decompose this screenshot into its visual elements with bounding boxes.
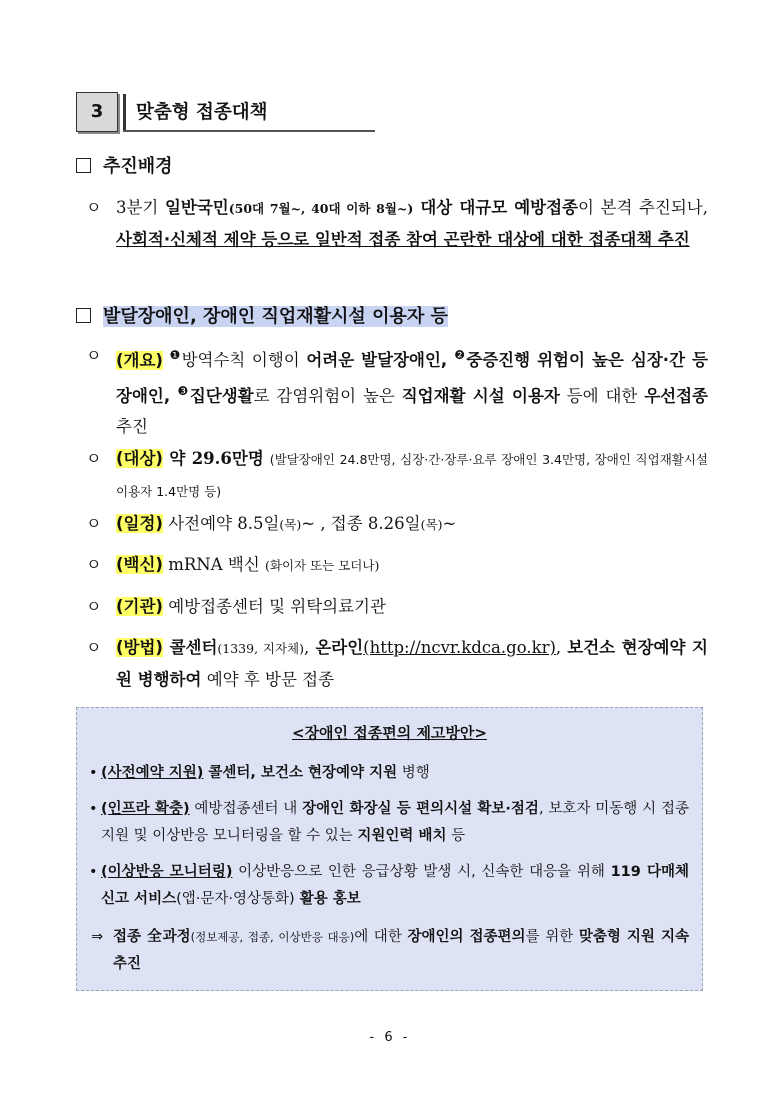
target-paragraph	[86, 443, 708, 507]
item3-text-3: (앱·문자·영상통화)	[176, 891, 295, 907]
infobox-item-infrastructure	[89, 796, 689, 850]
section-title: 맞춤형 접종대책	[136, 102, 268, 123]
number-one-icon: ❶	[169, 348, 182, 362]
overview-text-9: 추진	[116, 417, 148, 436]
item1-label: (사전예약 지원)	[101, 765, 204, 781]
accessibility-measures-box	[76, 707, 703, 991]
method-text-6: ,	[555, 638, 568, 657]
overview-text-3: 중증진행 위험이 높은 심장·간 등 장애인,	[116, 350, 708, 405]
target-detail: (발달장애인 24.8만명, 심장·간·장루·요루 장애인 3.4만명, 장애인 직업재활시설 이용자 1.4만명 등)	[116, 452, 709, 499]
schedule-paragraph	[86, 508, 708, 540]
item4-text-5: 를 위한	[525, 929, 579, 945]
target-count: 약 29.6만명	[162, 449, 264, 468]
schedule-text-1: 사전예약 8.5일	[162, 514, 280, 533]
checkbox-square-icon	[76, 158, 91, 173]
item4-text-1: 접종 全과정	[113, 929, 191, 945]
schedule-text-2: ~ , 접종 8.26일	[301, 514, 421, 533]
infobox-item-conclusion	[89, 924, 689, 978]
item1-text-1: 콜센터, 보건소 현장예약 지원	[203, 765, 398, 781]
item4-text-4: 장애인의 접종편의	[407, 929, 526, 945]
method-paragraph	[86, 632, 708, 695]
method-text-1: 콜센터	[162, 638, 218, 657]
overview-text-6: 직업재활 시설 이용자	[401, 386, 560, 405]
bullet-marker: ㅇ	[86, 198, 102, 217]
infobox-item-monitoring	[89, 859, 689, 913]
overview-text-7: 등에 대한	[559, 386, 645, 405]
method-text-4: 온라인	[315, 638, 364, 657]
item1-text-2: 병행	[397, 765, 430, 781]
item3-text-4: 활용 홍보	[294, 891, 361, 907]
section-number: 3	[76, 92, 118, 132]
institution-text: 예방접종센터 및 위탁의료기관	[162, 597, 386, 616]
item3-label: (이상반응 모니터링)	[101, 864, 233, 880]
bullet-dot-icon: •	[89, 801, 98, 817]
overview-label: (개요)	[116, 350, 163, 370]
overview-text-1: 방역수칙 이행이	[181, 350, 307, 370]
infobox-item-reservation	[89, 760, 689, 787]
number-two-icon: ❷	[454, 348, 467, 362]
method-text-3: ,	[303, 638, 316, 657]
bullet-marker: ㅇ	[86, 555, 102, 574]
target-group-heading	[76, 302, 448, 328]
bullet-marker: ㅇ	[86, 638, 102, 657]
section-underline	[123, 130, 375, 132]
bg-text-3: (50대 7월~, 40대 이하 8월~)	[228, 201, 414, 216]
bullet-dot-icon: •	[89, 765, 98, 781]
bullet-marker: ㅇ	[86, 346, 102, 365]
overview-text-5: 로 감염위험이 높은	[253, 386, 402, 405]
bullet-dot-icon: •	[89, 864, 98, 880]
bullet-marker: ㅇ	[86, 597, 102, 616]
section-divider	[123, 94, 126, 130]
item2-text-5: 등	[446, 828, 466, 844]
method-text-2: (1339, 지자체)	[217, 641, 304, 656]
item3-text-2: 119 다매체 신고 서비스	[101, 864, 689, 907]
method-link[interactable]: (http://ncvr.kdca.go.kr)	[363, 638, 556, 657]
item2-text-4: 지원인력 배치	[357, 828, 447, 844]
overview-text-8: 우선접종	[644, 386, 708, 405]
background-heading	[76, 152, 173, 178]
overview-paragraph	[86, 340, 708, 442]
bg-text-1: 3분기	[116, 198, 165, 217]
schedule-label: (일정)	[116, 514, 163, 533]
bg-text-4: 대상 대규모 예방접종	[413, 198, 578, 217]
infobox-title: <장애인 접종편의 제고방안>	[292, 724, 487, 742]
method-label: (방법)	[116, 638, 163, 657]
implies-arrow-icon: ⇒	[91, 929, 104, 945]
background-heading-text: 추진배경	[103, 156, 173, 177]
page-number: - 6 -	[369, 1030, 411, 1045]
item3-text-1: 이상반응으로 인한 응급상황 발생 시, 신속한 대응을 위해	[232, 864, 611, 880]
vaccine-paragraph	[86, 549, 708, 581]
vaccine-label: (백신)	[116, 555, 163, 574]
bg-text-2: 일반국민	[164, 198, 229, 217]
item2-label: (인프라 확충)	[101, 801, 190, 817]
institution-label: (기관)	[116, 597, 163, 616]
target-group-heading-text: 발달장애인, 장애인 직업재활시설 이용자 등	[103, 306, 448, 327]
item2-text-1: 예방접종센터 내	[189, 801, 303, 817]
bg-text-6: 사회적·신체적 제약 등으로 일반적 접종 참여 곤란한 대상에 대한 접종대책 추진	[116, 230, 690, 249]
method-text-7: 보건소 현장예약 지원 병행하여	[116, 638, 708, 689]
institution-paragraph	[86, 591, 708, 622]
background-paragraph	[86, 192, 708, 255]
item2-text-2: 장애인 화장실 등 편의시설 확보·점검	[302, 801, 539, 817]
item4-text-6: 맞춤형 지원 지속 추진	[113, 929, 690, 972]
overview-text-4: 집단생활	[189, 386, 254, 405]
bullet-marker: ㅇ	[86, 449, 102, 468]
bullet-marker: ㅇ	[86, 514, 102, 533]
method-text-8: 예약 후 방문 접종	[201, 670, 335, 689]
number-three-icon: ❸	[177, 383, 190, 398]
item2-text-3: , 보호자 미동행 시 접종지원 및 이상반응 모니터링을 할 수 있는	[101, 801, 689, 844]
item4-text-3: 에 대한	[354, 929, 408, 945]
schedule-day-1: (목)	[279, 517, 302, 532]
schedule-text-3: ~	[442, 514, 457, 533]
overview-text-2: 어려운 발달장애인,	[306, 350, 455, 370]
vaccine-text-1: mRNA 백신	[162, 555, 266, 574]
schedule-day-2: (목)	[420, 517, 443, 532]
item4-text-2: (정보제공, 접종, 이상반응 대응)	[190, 930, 355, 944]
target-label: (대상)	[116, 449, 163, 468]
bg-text-5: 이 본격 추진되나,	[578, 198, 708, 217]
vaccine-text-2: (화이자 또는 모더나)	[265, 558, 380, 573]
checkbox-square-icon	[76, 308, 91, 323]
